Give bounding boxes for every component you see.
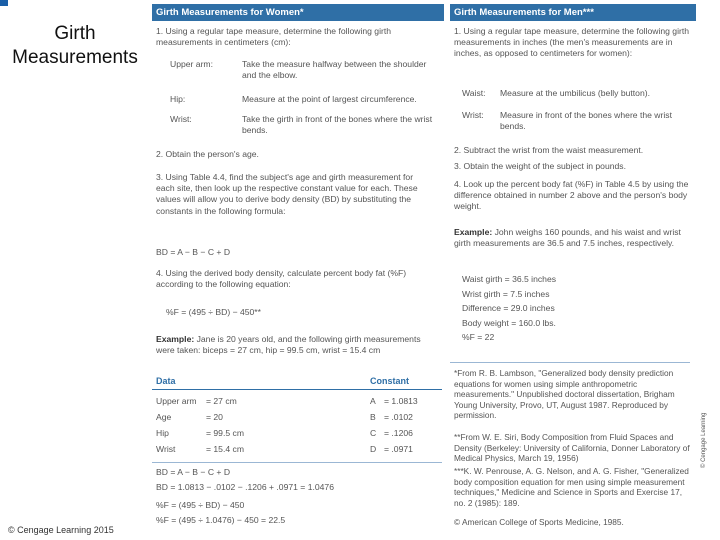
site-desc: Measure at the umbilicus (belly button). bbox=[500, 88, 650, 98]
site-desc: Measure at the point of largest circumference. bbox=[242, 94, 417, 104]
women-calc-1: BD = A − B − C + D bbox=[156, 467, 231, 477]
row-name: Wrist bbox=[156, 444, 176, 454]
men-step-1: 1. Using a regular tape measure, determine the following girth measurements in inches (the men's measurements are in inches, as opposed to centimeters for women): bbox=[454, 26, 690, 59]
men-example-value: %F = 22 bbox=[462, 332, 495, 342]
row-value: = 20 bbox=[206, 412, 223, 422]
table-col-constant: Constant bbox=[370, 376, 409, 386]
row-key: B bbox=[370, 412, 376, 422]
men-example bbox=[454, 227, 694, 249]
site-desc: Take the measure halfway between the shoulder and the elbow. bbox=[242, 59, 427, 81]
copyright: © Cengage Learning 2015 bbox=[8, 525, 114, 535]
men-example-value: Waist girth = 36.5 inches bbox=[462, 274, 557, 284]
table-col-data: Data bbox=[156, 376, 176, 386]
men-example-value: Difference = 29.0 inches bbox=[462, 303, 555, 313]
row-const: = .1206 bbox=[384, 428, 413, 438]
women-step-1: 1. Using a regular tape measure, determine the following girth measurements in centimeters (cm): bbox=[156, 26, 392, 48]
reference-1: *From R. B. Lambson, "Generalized body density prediction equations for women using simple anthropometric measurements." Unpublished doctoral dissertation, Brigham Young University, Provo, UT, August 1987. Reproduced by permission. bbox=[454, 368, 675, 421]
example-label: Example: bbox=[454, 227, 493, 237]
men-example-value: Body weight = 160.0 lbs. bbox=[462, 318, 556, 328]
site-desc: Measure in front of the bones where the wrist bends. bbox=[500, 110, 672, 132]
corner-accent bbox=[0, 0, 8, 6]
example-text: John weighs 160 pounds, and his waist and wrist girth measurements are 36.5 and 7.5 inches, respectively. bbox=[454, 227, 681, 249]
women-table-header bbox=[152, 375, 442, 390]
women-calc-3: %F = (495 ÷ BD) − 450 bbox=[156, 500, 245, 510]
row-name: Upper arm bbox=[156, 396, 197, 406]
men-site-wrist bbox=[462, 110, 692, 134]
men-step-3: 3. Obtain the weight of the subject in pounds. bbox=[454, 161, 626, 171]
women-example bbox=[156, 334, 436, 356]
site-label: Upper arm: bbox=[170, 59, 213, 69]
men-step-2: 2. Subtract the wrist from the waist measurement. bbox=[454, 145, 644, 155]
row-value: = 99.5 cm bbox=[206, 428, 244, 438]
men-header: Girth Measurements for Men*** bbox=[450, 4, 696, 21]
women-pf-formula: %F = (495 ÷ BD) − 450** bbox=[166, 307, 261, 317]
slide-title bbox=[0, 22, 150, 70]
reference-3: ***K. W. Penrouse, A. G. Nelson, and A. G. Fisher, "Generalized body composition equation for men using simple measurement techniques," Medicine and Science in Sports and Exercise 17, no. 2 (1985): 189. bbox=[454, 466, 689, 508]
reference-4: © American College of Sports Medicine, 1985. bbox=[454, 517, 624, 527]
women-step-3: 3. Using Table 4.4, find the subject's age and girth measurement for each site, then look up the respective constant value for each. These values will allow you to derive body density (BD) by substituting the constants in the following formula: bbox=[156, 172, 418, 216]
example-text: Jane is 20 years old, and the following girth measurements were taken: biceps = 27 cm, hip = 99.5 cm, wrist = 15.4 cm bbox=[156, 334, 421, 356]
site-label: Waist: bbox=[462, 88, 486, 98]
slide-title-line-2: Measurements bbox=[12, 47, 138, 68]
row-key: D bbox=[370, 444, 377, 454]
site-label: Hip: bbox=[170, 94, 186, 104]
row-key: A bbox=[370, 396, 376, 406]
site-label: Wrist: bbox=[170, 114, 192, 124]
side-credit bbox=[701, 412, 711, 528]
row-const: = 1.0813 bbox=[384, 396, 418, 406]
women-step-4: 4. Using the derived body density, calculate percent body fat (%F) according to the following equation: bbox=[156, 268, 407, 290]
women-header: Girth Measurements for Women* bbox=[152, 4, 444, 21]
slide-title-line-1: Girth bbox=[54, 23, 96, 44]
row-name: Age bbox=[156, 412, 172, 422]
women-calc-4: %F = (495 ÷ 1.0476) − 450 = 22.5 bbox=[156, 515, 286, 525]
table-divider bbox=[152, 462, 442, 463]
refs-divider bbox=[450, 362, 690, 363]
women-calc-2: BD = 1.0813 − .0102 − .1206 + .0971 = 1.0476 bbox=[156, 482, 334, 492]
women-site-hip bbox=[170, 94, 436, 106]
site-label: Wrist: bbox=[462, 110, 484, 120]
men-site-waist bbox=[462, 88, 692, 100]
women-site-wrist bbox=[170, 114, 436, 138]
women-bd-formula: BD = A − B − C + D bbox=[156, 247, 231, 257]
row-const: = .0102 bbox=[384, 412, 413, 422]
row-const: = .0971 bbox=[384, 444, 413, 454]
row-key: C bbox=[370, 428, 377, 438]
row-value: = 27 cm bbox=[206, 396, 237, 406]
row-value: = 15.4 cm bbox=[206, 444, 244, 454]
women-site-upper-arm bbox=[170, 59, 436, 83]
site-desc: Take the girth in front of the bones where the wrist bends. bbox=[242, 114, 433, 136]
men-example-value: Wrist girth = 7.5 inches bbox=[462, 289, 550, 299]
women-step-2: 2. Obtain the person's age. bbox=[156, 149, 259, 159]
reference-2: **From W. E. Siri, Body Composition from Fluid Spaces and Density (Berkeley: University of California, Donner Laboratory of Medical Physics, March 19, 1956) bbox=[454, 432, 690, 464]
row-name: Hip bbox=[156, 428, 169, 438]
side-credit-text: © Cengage Learning bbox=[701, 412, 707, 468]
example-label: Example: bbox=[156, 334, 195, 344]
textbook-page bbox=[150, 4, 696, 534]
men-step-4: 4. Look up the percent body fat (%F) in Table 4.5 by using the difference obtained in number 2 above and the person's body weight. bbox=[454, 179, 689, 212]
